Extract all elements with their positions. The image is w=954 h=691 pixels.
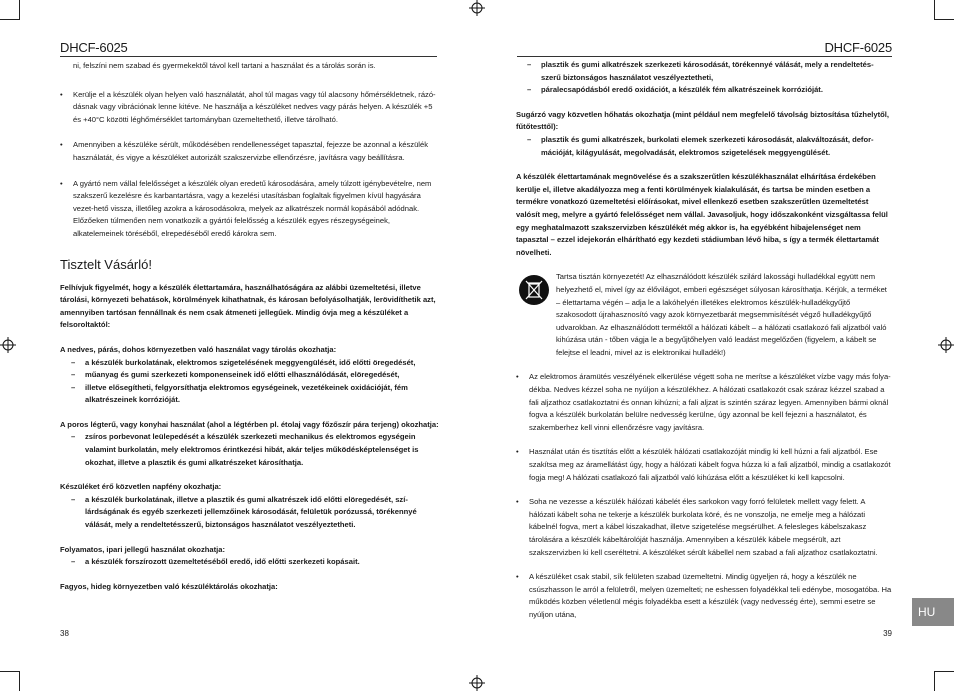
header-rule [60, 56, 437, 57]
list-item: – páralecsapódásból eredő oxidációt, a készülék fém alkatrészeinek korrózióját. [516, 84, 892, 97]
registration-mark-icon [469, 675, 485, 691]
group-heading: A nedves, párás, dohos környezetben való használat vagy tárolás okozhatja: [60, 344, 337, 354]
list-item: – plasztik és gumi alkatrészek, burkolati elemek szerkezeti károsodását, alakváltozását, defor-mációját, kilágyulását, megolvadását, elektromos szigetelések meggyengülését. [516, 134, 892, 159]
environment-paragraph: Tartsa tisztán környezetét! Az elhasználódott készülék szilárd lakossági hulladékkal együtt nem helyezhető el, mivel így az élővilágot, emberi egészséget súlyosan károsíthatja. Kérjük, a terméket – élettartama végén – adja le a lakóhelyén illetékes elektromos készülék-hulladékgyűjtő szakosodott újrahasznosító vagy azok környezetbarát megsemmisítését végző hulladékgyűjtő udvarokban. Az elhasználódott terméktől a hálózati kábelt – a hálózati csatlakozó fali aljzatból való kihúzása után - tőben vágja le a begyűjtőhelyen való leadást megelőzően (figyelem, a kábelt se felejtse el leadni, mivel az is elektronikai hulladék!) [556, 272, 887, 357]
language-tab: HU [912, 598, 954, 626]
list-item: – a készülék burkolatának, illetve a plasztik és gumi alkatrészek idő előtti elöregedését, szí-lárdságának és egyéb szerkezeti jellemzőinek károsodását, felületük porózussá, törékennyé válását, mely a rendeltetésszerű, biztonságos használatot veszélyeztetheti. [60, 494, 440, 532]
group-heading: Sugárzó vagy közvetlen hőhatás okozhatja (mint például nem megfelelő távolság biztosítása tűzhelytől, fűtőtesttől): [516, 109, 890, 132]
list-item: – a készülék burkolatának, elektromos szigetelésének meggyengülését, idő előtti öregedését, [60, 357, 440, 370]
group-heading: Készüléket érő közvetlen napfény okozhatja: [60, 482, 222, 492]
list-item: – illetve elősegítheti, felgyorsíthatja elektromos egységeinek, vezetékeinek oxidációját, fém alkatrészeinek korrózióját. [60, 382, 440, 407]
bullet-item: • Soha ne vezesse a készülék hálózati kábelét éles sarkokon vagy forró felületek mellett vagy felett. A hálózati kábelt soha ne tekerje a készülék burkolata köré, és ne vonszolja, ne emelje meg a hálózati kábelnél fogva, mert a kábel kiszakadhat, illetve szigetelése megsérülhet. A felesleges kábelszakasz tárolására a készülék kábeltárolóját használja. Amennyiben a készülék kábele megsérült, azt szakszervizben ki kell cseréltetni. A készüléket sérült kábellel nem szabad a fali aljzathoz csatlakoztatni. [516, 496, 892, 559]
list-item: – műanyag és gumi szerkezeti komponenseinek idő előtti elhasználódását, elöregedését, [60, 369, 440, 382]
model-header: DHCF-6025 [824, 40, 892, 55]
intro-paragraph: Felhívjuk figyelmét, hogy a készülék élettartamára, használhatóságára az alábbi üzemeltetési, illetve tárolási, környezeti behatások, körülmények kihathatnak, és károsan befolyásolhatják, lerövidíthetik azt, amennyiben tartósan fennállnak és nem csak átmeneti jellegűek. Mindig óvja meg a készüléket a felsoroltaktól: [60, 282, 436, 330]
list-item: – plasztik és gumi alkatrészek szerkezeti károsodását, törékennyé válását, mely a rendeltetés-szerű biztonságos használatot veszélyeztetheti, [516, 59, 892, 84]
paragraph: ni, felszíni nem szabad és gyermekektől távol kell tartani a használat és a tárolás során is. [73, 61, 376, 70]
crop-mark [19, 671, 20, 691]
crop-mark [0, 671, 20, 672]
crop-mark [934, 671, 954, 672]
bullet-item: • Kerülje el a készülék olyan helyen való használatát, ahol túl magas vagy túl alacsony hőmérsékletnek, rázó-dásnak vagy vibrációnak lenne kitéve. Ne használja a készüléket nedves vagy párás helyen. A készülék +5 és +40°C közötti léghőmérséklet tartományban üzemeltethető, illetve tárolható. [60, 89, 440, 127]
crop-mark [934, 671, 935, 691]
left-body [60, 60, 440, 593]
registration-mark-icon [938, 337, 954, 353]
bullet-item: • Amennyiben a készüléke sérült, működésében rendellenességet tapasztal, fejezze be azonnal a készülék használatát, és vigye a készüléket autorizált szakszervizbe ellenőrzésre, javításra vagy beállításra. [60, 139, 440, 164]
group-heading: Fagyos, hideg környezetben való készüléktárolás okozhatja: [60, 581, 278, 591]
bullet-item: • A készüléket csak stabil, sík felületen szabad üzemeltetni. Mindig ügyeljen rá, hogy a készülék ne csúszhasson le arról a felületről, melyen üzemelteti; ne eshessen folyadékkal teli edénybe, mosogatóba. Ha működés közben véletlenül mégis folyadékba esett a készülék (vagy nedvesség érte), semmi esetre se nyúljon utána, [516, 571, 892, 621]
crop-mark [0, 19, 20, 20]
registration-mark-icon [469, 0, 485, 16]
group-heading: A poros légterű, vagy konyhai használat (ahol a légtérben pl. étolaj vagy főzőszír pára terjeng) okozhatja: [60, 419, 439, 429]
model-header: DHCF-6025 [60, 40, 128, 55]
crop-mark [19, 0, 20, 20]
section-title: Tisztelt Vásárló! [60, 256, 152, 272]
page-number: 39 [883, 629, 892, 638]
bullet-item: • A gyártó nem vállal felelősséget a készülék olyan eredetű károsodására, amely túlzott igénybevételre, nem szakszerű kezelésre és karbantartásra, vagy a kezelési utasításban foglaltak figyelmen kívül hagyására vezet-hető vissza, illetőleg azokra a károsodásokra, melyek az alkatrészek normál kopásából adódnak. Előzőeken túlmenően nem vonatkozik a gyártói felelősség a készülék egyes részegységeinek, alkatelemeinek töréséből, elrepedéséből eredő károkra sem. [60, 178, 440, 241]
list-item: – a készülék forszírozott üzemeltetéséből eredő, idő előtti szerkezeti kopásait. [60, 556, 440, 569]
registration-mark-icon [0, 337, 16, 353]
crop-mark [934, 19, 954, 20]
header-rule [517, 56, 892, 57]
group-heading: Folyamatos, ipari jellegű használat okozhatja: [60, 544, 225, 554]
crop-mark [934, 0, 935, 20]
bullet-item: • Az elektromos áramütés veszélyének elkerülése végett soha ne merítse a készüléket vízbe vagy más folya-dékba. Nedves kézzel soha ne nyúljon a készülékhez. A hálózati csatlakozót csak száraz kézzel szabad a fali aljzathoz csatlakoztatni és onnan kihúzni; a fali aljzat is szintén száraz legyen. Amennyiben bármi oknál fogva a készülék burkolatán belülre nedvesség kerülne, úgy azonnal be kell fejezni a használatot, és szakemberhez kell vinni ellenőrzésre vagy javításra. [516, 371, 892, 434]
bullet-item: • Használat után és tisztítás előtt a készülék hálózati csatlakozóját mindig ki kell húzni a fali aljzatból. Ese szakítsa meg az áramellátást úgy, hogy a hálózati kábelt fogva húzza ki a fali aljzatból, mindig a csatlakozót fogja meg! A hálózati csatlakozó fali aljzatból való kihúzása előtt a készüléket ki kell kapcsolni. [516, 446, 892, 484]
crossed-out-bin-icon [519, 275, 549, 305]
right-body [516, 59, 892, 622]
page-number: 38 [60, 629, 69, 638]
lifetime-paragraph: A készülék élettartamának megnövelése és a szakszerűtlen készülékhasználat elhárítása érdekében kerülje el, illetve akadályozza meg a fenti körülmények kialakulását, és tartsa be minden esetben a termékre vonatkozó üzemeltetési előírásokat, mivel ellenkező esetben szakszerűtlen üzemeltetést valósít meg, melyre a gyártó felelősséget nem vállal. Javasoljuk, hogy időszakonként vizsgáltassa felül egy meghatalmazott szakszervizben készülékét még akkor is, ha egyébként hibajelenséget nem tapasztal – ezzel idejekorán elhárítható egy kezdeti stádiumban lévő hiba, s így a termék élettartamát növelheti. [516, 172, 888, 257]
right-page [477, 0, 954, 691]
list-item: – zsíros porbevonat leülepedését a készülék szerkezeti mechanikus és elektromos egységein valamint burkolatán, mely elektromos érintkezési hibát, akár teljes működésképtelenséget is okozhat, illetve a plasztik és gumi alkatrészeket károsíthatja. [60, 431, 440, 469]
